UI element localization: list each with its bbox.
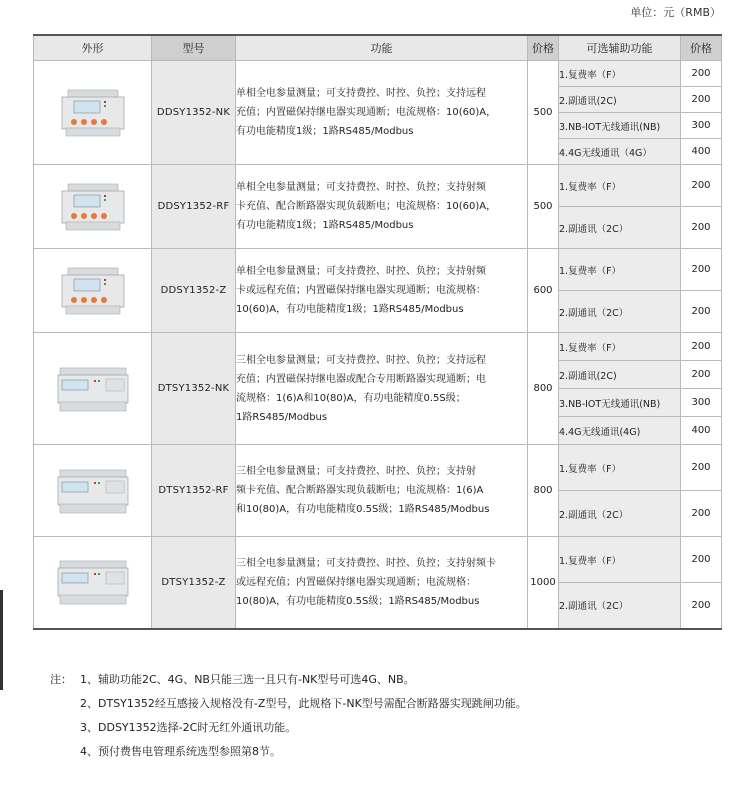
- page-edge-bar: [0, 590, 3, 690]
- single-phase-meter-image: [60, 266, 126, 316]
- price-cell: 500: [528, 61, 559, 165]
- function-line: 三相全电参量测量；可支持费控、时控、负控；支持射: [236, 466, 476, 477]
- model-cell: DDSY1352-RF: [152, 165, 236, 249]
- option-label-cell: 2.副通讯（2C）: [559, 583, 681, 629]
- function-line: 三相全电参量测量；可支持费控、时控、负控；支持远程: [236, 354, 486, 366]
- option-price-cell: 200: [681, 87, 722, 113]
- option-price-cell: 200: [681, 291, 722, 333]
- option-label-cell: 4.4G无线通讯(4G): [559, 417, 681, 445]
- function-line: 有功电能精度1级；1路RS485/Modbus: [236, 126, 414, 137]
- price-cell: 800: [528, 445, 559, 537]
- function-line: 流规格：1(6)A和10(80)A，有功电能精度0.5S级；: [236, 392, 466, 404]
- header-function: 功能: [236, 35, 528, 61]
- price-cell: 500: [528, 165, 559, 249]
- three-phase-meter-image: [56, 466, 130, 516]
- option-price-cell: 200: [681, 583, 722, 629]
- option-price-cell: 200: [681, 333, 722, 361]
- option-label-cell: 4.4G无线通讯（4G）: [559, 139, 681, 165]
- option-price-cell: 400: [681, 139, 722, 165]
- option-price-cell: 200: [681, 361, 722, 389]
- price-cell: 1000: [528, 537, 559, 629]
- table-row: [34, 165, 722, 207]
- option-label-cell: 1.复费率（F）: [559, 249, 681, 291]
- function-line: 1路RS485/Modbus: [236, 411, 328, 423]
- option-label-cell: 3.NB-IOT无线通讯(NB): [559, 389, 681, 417]
- header-model: 型号: [152, 35, 236, 61]
- product-image-cell: [34, 333, 152, 445]
- option-price-cell: 200: [681, 491, 722, 537]
- function-line: 单相全电参量测量；可支持费控、时控、负控；支持射频: [236, 182, 486, 193]
- model-cell: DTSY1352-Z: [152, 537, 236, 629]
- note-row-1: [50, 670, 527, 694]
- note-item-1: 1、辅助功能2C、4G、NB只能三选一且只有-NK型号可选4G、NB。: [80, 673, 415, 686]
- function-line: 充值；内置磁保持继电器或配合专用断路器实现通断；电: [236, 373, 486, 385]
- table-row: [34, 537, 722, 583]
- notes-label: 注：: [50, 673, 72, 686]
- product-image-cell: [34, 165, 152, 249]
- single-phase-meter-image: [60, 182, 126, 232]
- note-row-3: [50, 718, 527, 742]
- product-image-cell: [34, 445, 152, 537]
- table-row: [34, 333, 722, 361]
- product-image-cell: [34, 249, 152, 333]
- notes-section: [50, 670, 527, 766]
- model-cell: DTSY1352-RF: [152, 445, 236, 537]
- table-row: [34, 61, 722, 87]
- option-price-cell: 200: [681, 165, 722, 207]
- option-price-cell: 300: [681, 389, 722, 417]
- function-line: 10(80)A，有功电能精度0.5S级；1路RS485/Modbus: [236, 595, 480, 607]
- option-price-cell: 200: [681, 445, 722, 491]
- option-price-cell: 200: [681, 61, 722, 87]
- table-row: [34, 249, 722, 291]
- option-price-cell: 400: [681, 417, 722, 445]
- function-cell: [236, 61, 528, 165]
- model-cell: DDSY1352-NK: [152, 61, 236, 165]
- product-image-cell: [34, 537, 152, 629]
- note-row-2: [50, 694, 527, 718]
- header-option-price: 价格: [681, 35, 722, 61]
- option-price-cell: 200: [681, 207, 722, 249]
- function-line: 有功电能精度1级；1路RS485/Modbus: [236, 220, 414, 231]
- option-label-cell: 1.复费率（F）: [559, 333, 681, 361]
- product-image-cell: [34, 61, 152, 165]
- table-body: [34, 61, 722, 629]
- price-cell: 600: [528, 249, 559, 333]
- unit-label: 单位：元（RMB）: [630, 6, 721, 19]
- three-phase-meter-image: [56, 364, 130, 414]
- function-line: 三相全电参量测量；可支持费控、时控、负控；支持射频卡: [236, 557, 496, 569]
- function-line: 和10(80)A，有功电能精度0.5S级；1路RS485/Modbus: [236, 504, 490, 515]
- option-price-cell: 200: [681, 249, 722, 291]
- option-label-cell: 2.副通讯(2C): [559, 87, 681, 113]
- model-cell: DDSY1352-Z: [152, 249, 236, 333]
- option-label-cell: 1.复费率（F）: [559, 61, 681, 87]
- single-phase-meter-image: [60, 88, 126, 138]
- function-cell: [236, 445, 528, 537]
- function-line: 10(60)A，有功电能精度1级；1路RS485/Modbus: [236, 304, 464, 315]
- note-row-4: [50, 742, 527, 766]
- function-cell: [236, 249, 528, 333]
- note-item-4: 4、预付费售电管理系统选型参照第8节。: [80, 745, 281, 758]
- function-line: 充值；内置磁保持继电器实现通断；电流规格：10(60)A，: [236, 107, 497, 118]
- function-line: 卡充值、配合断路器实现负载断电；电流规格：10(60)A，: [236, 201, 497, 212]
- option-label-cell: 1.复费率（F）: [559, 537, 681, 583]
- function-line: 卡或远程充值；内置磁保持继电器实现通断；电流规格：: [236, 285, 486, 296]
- option-label-cell: 1.复费率（F）: [559, 445, 681, 491]
- function-line: 频卡充值、配合断路器实现负载断电；电流规格：1(6)A: [236, 485, 484, 496]
- header-options: 可选辅助功能: [559, 35, 681, 61]
- product-spec-table: [33, 34, 722, 630]
- header-price: 价格: [528, 35, 559, 61]
- function-line: 或远程充值；内置磁保持继电器实现通断；电流规格：: [236, 576, 476, 588]
- three-phase-meter-image: [56, 557, 130, 607]
- table-row: [34, 445, 722, 491]
- option-label-cell: 2.副通讯（2C）: [559, 207, 681, 249]
- option-price-cell: 200: [681, 537, 722, 583]
- option-label-cell: 2.副通讯（2C）: [559, 291, 681, 333]
- price-cell: 800: [528, 333, 559, 445]
- header-appearance: 外形: [34, 35, 152, 61]
- function-cell: [236, 165, 528, 249]
- option-label-cell: 3.NB-IOT无线通讯(NB): [559, 113, 681, 139]
- option-price-cell: 300: [681, 113, 722, 139]
- option-label-cell: 2.副通讯（2C）: [559, 491, 681, 537]
- option-label-cell: 2.副通讯(2C): [559, 361, 681, 389]
- table-header-row: [34, 35, 722, 61]
- model-cell: DTSY1352-NK: [152, 333, 236, 445]
- note-item-2: 2、DTSY1352经互感接入规格没有-Z型号，此规格下-NK型号需配合断路器实现跳闸功能。: [80, 697, 527, 710]
- function-line: 单相全电参量测量；可支持费控、时控、负控；支持射频: [236, 266, 486, 277]
- function-cell: [236, 333, 528, 445]
- note-item-3: 3、DDSY1352选择-2C时无红外通讯功能。: [80, 721, 297, 734]
- option-label-cell: 1.复费率（F）: [559, 165, 681, 207]
- function-line: 单相全电参量测量；可支持费控、时控、负控；支持远程: [236, 88, 486, 99]
- function-cell: [236, 537, 528, 629]
